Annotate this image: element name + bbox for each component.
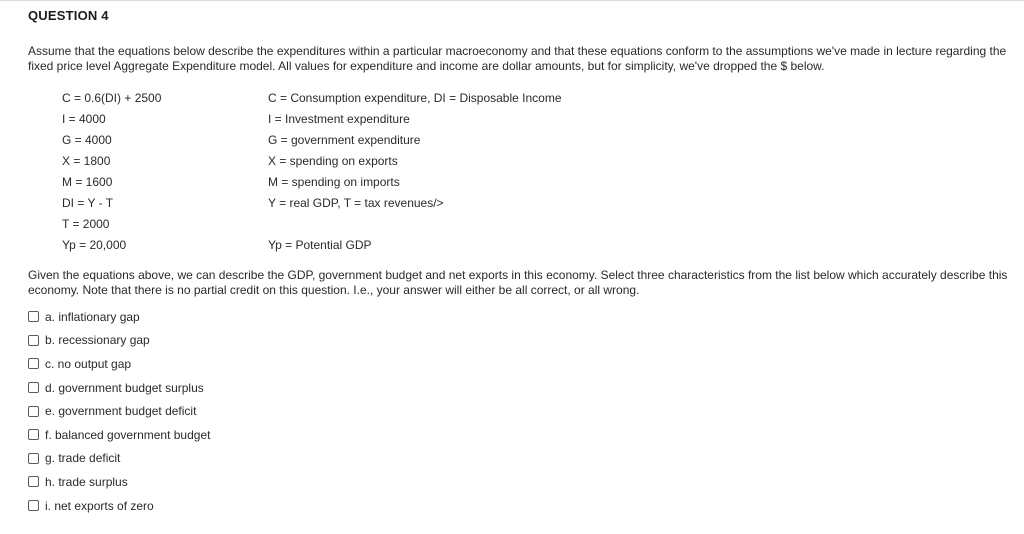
option-label: c. no output gap — [45, 356, 132, 371]
question-title: QUESTION 4 — [28, 8, 109, 23]
option-d[interactable] — [28, 376, 210, 400]
question-prompt: Given the equations above, we can describe the GDP, government budget and net exports in this economy. Select three characteristics from the list below which accurately describe this economy. Note that there is no partial credit on this question. I.e., your answer will either be all correct, or all wrong. — [28, 268, 1008, 297]
equation-formula: G = 4000 — [62, 133, 112, 147]
equation-row — [62, 91, 662, 112]
top-divider — [0, 0, 1024, 1]
option-a[interactable] — [28, 305, 210, 329]
equation-formula: I = 4000 — [62, 112, 106, 126]
checkbox-f[interactable] — [28, 429, 39, 440]
checkbox-h[interactable] — [28, 476, 39, 487]
equation-definition: C = Consumption expenditure, DI = Disposable Income — [268, 91, 562, 105]
equation-definition: M = spending on imports — [268, 175, 400, 189]
option-label: b. recessionary gap — [45, 333, 150, 348]
equation-definition: X = spending on exports — [268, 154, 398, 168]
equation-row — [62, 175, 662, 196]
equation-row — [62, 238, 662, 259]
checkbox-b[interactable] — [28, 335, 39, 346]
checkbox-g[interactable] — [28, 453, 39, 464]
equation-row — [62, 112, 662, 133]
equation-definition: I = Investment expenditure — [268, 112, 410, 126]
option-g[interactable] — [28, 447, 210, 471]
question-intro: Assume that the equations below describe the expenditures within a particular macroeconomy and that these equations conform to the assumptions we've made in lecture regarding the fixed price level Aggregate Expenditure model. All values for expenditure and income are dollar amounts, but for simplicity, we've dropped the $ below. — [28, 44, 1007, 73]
answer-options — [28, 305, 210, 517]
checkbox-c[interactable] — [28, 358, 39, 369]
option-label: d. government budget surplus — [45, 380, 204, 395]
equation-formula: M = 1600 — [62, 175, 113, 189]
checkbox-i[interactable] — [28, 500, 39, 511]
checkbox-d[interactable] — [28, 382, 39, 393]
equation-definition: Y = real GDP, T = tax revenues/> — [268, 196, 444, 210]
equation-definition: G = government expenditure — [268, 133, 421, 147]
equation-formula: C = 0.6(DI) + 2500 — [62, 91, 162, 105]
equations-list — [62, 91, 662, 259]
equation-formula: T = 2000 — [62, 217, 110, 231]
option-label: i. net exports of zero — [45, 498, 154, 513]
equation-row — [62, 133, 662, 154]
option-label: h. trade surplus — [45, 474, 128, 489]
option-f[interactable] — [28, 423, 210, 447]
checkbox-a[interactable] — [28, 311, 39, 322]
option-i[interactable] — [28, 494, 210, 518]
option-c[interactable] — [28, 352, 210, 376]
equation-definition: Yp = Potential GDP — [268, 238, 372, 252]
checkbox-e[interactable] — [28, 406, 39, 417]
option-e[interactable] — [28, 399, 210, 423]
equation-formula: X = 1800 — [62, 154, 111, 168]
equation-formula: Yp = 20,000 — [62, 238, 127, 252]
equation-row — [62, 196, 662, 217]
equation-formula: DI = Y - T — [62, 196, 114, 210]
option-b[interactable] — [28, 329, 210, 353]
option-h[interactable] — [28, 470, 210, 494]
option-label: e. government budget deficit — [45, 404, 197, 419]
option-label: g. trade deficit — [45, 451, 121, 466]
option-label: f. balanced government budget — [45, 427, 211, 442]
equation-row — [62, 154, 662, 175]
option-label: a. inflationary gap — [45, 309, 140, 324]
equation-row — [62, 217, 662, 238]
